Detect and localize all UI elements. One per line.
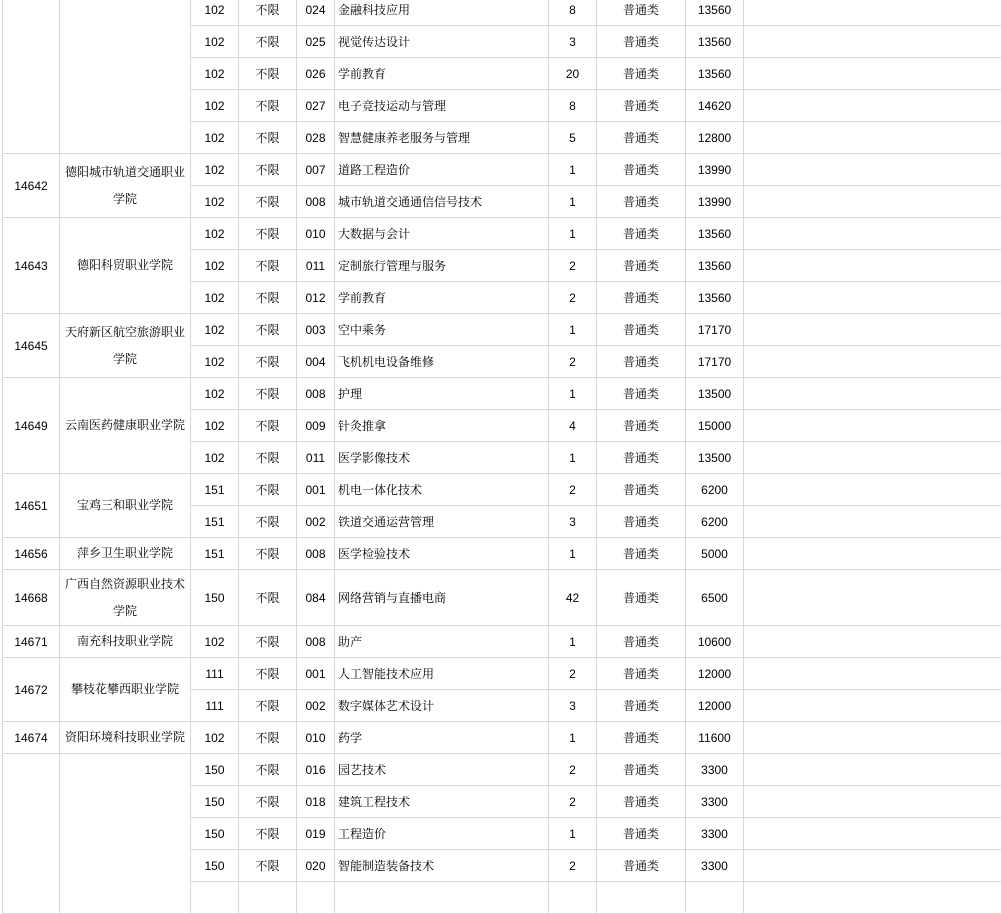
school-name-cell: 攀枝花攀西职业学院 bbox=[60, 658, 191, 722]
tuition-cell: 14620 bbox=[686, 90, 744, 122]
tuition-cell: 12000 bbox=[686, 690, 744, 722]
quota-cell: 1 bbox=[549, 154, 597, 186]
plan-code-cell: 150 bbox=[191, 850, 239, 882]
subject-req-cell: 不限 bbox=[239, 90, 297, 122]
table-row bbox=[3, 570, 1002, 626]
subject-req-cell: 不限 bbox=[239, 154, 297, 186]
major-code-cell: 025 bbox=[297, 26, 335, 58]
major-code-cell: 012 bbox=[297, 282, 335, 314]
plan-code-cell: 102 bbox=[191, 346, 239, 378]
major-name-cell: 金融科技应用 bbox=[335, 0, 549, 26]
school-code-cell: 14642 bbox=[3, 154, 60, 218]
tuition-cell: 13560 bbox=[686, 282, 744, 314]
major-name-cell: 电子竞技运动与管理 bbox=[335, 90, 549, 122]
category-cell: 普通类 bbox=[597, 506, 686, 538]
tuition-cell: 13990 bbox=[686, 186, 744, 218]
major-name-cell: 视觉传达设计 bbox=[335, 26, 549, 58]
remark-cell bbox=[744, 58, 1002, 90]
plan-code-cell: 111 bbox=[191, 690, 239, 722]
category-cell: 普通类 bbox=[597, 122, 686, 154]
tuition-cell: 13560 bbox=[686, 26, 744, 58]
major-code-cell: 009 bbox=[297, 410, 335, 442]
quota-cell: 2 bbox=[549, 474, 597, 506]
remark-cell bbox=[744, 314, 1002, 346]
category-cell: 普通类 bbox=[597, 346, 686, 378]
table-row bbox=[3, 658, 1002, 690]
quota-cell: 2 bbox=[549, 850, 597, 882]
plan-code-cell: 102 bbox=[191, 218, 239, 250]
category-cell: 普通类 bbox=[597, 722, 686, 754]
subject-req-cell: 不限 bbox=[239, 410, 297, 442]
major-code-cell: 002 bbox=[297, 506, 335, 538]
remark-cell bbox=[744, 250, 1002, 282]
plan-code-cell: 102 bbox=[191, 410, 239, 442]
plan-code-cell: 151 bbox=[191, 506, 239, 538]
tuition-cell: 13500 bbox=[686, 442, 744, 474]
category-cell: 普通类 bbox=[597, 410, 686, 442]
major-code-cell: 011 bbox=[297, 250, 335, 282]
quota-cell: 2 bbox=[549, 282, 597, 314]
category-cell: 普通类 bbox=[597, 0, 686, 26]
plan-code-cell: 102 bbox=[191, 186, 239, 218]
major-code-cell: 004 bbox=[297, 346, 335, 378]
tuition-cell: 13560 bbox=[686, 218, 744, 250]
school-name-cell: 宝鸡三和职业学院 bbox=[60, 474, 191, 538]
major-code-cell: 011 bbox=[297, 442, 335, 474]
tuition-cell: 3300 bbox=[686, 754, 744, 786]
major-code-cell: 007 bbox=[297, 154, 335, 186]
subject-req-cell: 不限 bbox=[239, 850, 297, 882]
tuition-cell: 13500 bbox=[686, 378, 744, 410]
plan-code-cell: 102 bbox=[191, 282, 239, 314]
plan-code-cell: 102 bbox=[191, 250, 239, 282]
remark-cell bbox=[744, 378, 1002, 410]
plan-code-cell: 102 bbox=[191, 314, 239, 346]
plan-code-cell: 102 bbox=[191, 58, 239, 90]
plan-code-cell: 150 bbox=[191, 786, 239, 818]
major-code-cell: 001 bbox=[297, 658, 335, 690]
quota-cell: 42 bbox=[549, 570, 597, 626]
subject-req-cell: 不限 bbox=[239, 314, 297, 346]
subject-req-cell: 不限 bbox=[239, 722, 297, 754]
plan-code-cell: 102 bbox=[191, 722, 239, 754]
major-code-cell bbox=[297, 882, 335, 914]
remark-cell bbox=[744, 346, 1002, 378]
remark-cell bbox=[744, 754, 1002, 786]
tuition-cell: 6200 bbox=[686, 474, 744, 506]
category-cell: 普通类 bbox=[597, 786, 686, 818]
major-name-cell: 定制旅行管理与服务 bbox=[335, 250, 549, 282]
tuition-cell: 5000 bbox=[686, 538, 744, 570]
major-code-cell: 026 bbox=[297, 58, 335, 90]
tuition-cell: 11600 bbox=[686, 722, 744, 754]
major-code-cell: 016 bbox=[297, 754, 335, 786]
category-cell: 普通类 bbox=[597, 154, 686, 186]
plan-code-cell: 102 bbox=[191, 90, 239, 122]
category-cell: 普通类 bbox=[597, 314, 686, 346]
tuition-cell: 3300 bbox=[686, 850, 744, 882]
remark-cell bbox=[744, 850, 1002, 882]
tuition-cell: 6500 bbox=[686, 570, 744, 626]
quota-cell: 3 bbox=[549, 506, 597, 538]
remark-cell bbox=[744, 882, 1002, 914]
plan-code-cell: 151 bbox=[191, 538, 239, 570]
major-name-cell: 建筑工程技术 bbox=[335, 786, 549, 818]
major-name-cell: 智能制造装备技术 bbox=[335, 850, 549, 882]
quota-cell: 1 bbox=[549, 722, 597, 754]
table-body bbox=[3, 0, 1002, 914]
quota-cell: 20 bbox=[549, 58, 597, 90]
table-row bbox=[3, 154, 1002, 186]
quota-cell: 1 bbox=[549, 218, 597, 250]
school-code-cell: 14671 bbox=[3, 626, 60, 658]
major-name-cell: 网络营销与直播电商 bbox=[335, 570, 549, 626]
major-code-cell: 024 bbox=[297, 0, 335, 26]
category-cell: 普通类 bbox=[597, 474, 686, 506]
plan-code-cell: 102 bbox=[191, 442, 239, 474]
subject-req-cell: 不限 bbox=[239, 506, 297, 538]
subject-req-cell: 不限 bbox=[239, 0, 297, 26]
tuition-cell bbox=[686, 882, 744, 914]
plan-code-cell: 111 bbox=[191, 658, 239, 690]
school-name-cell: 南充科技职业学院 bbox=[60, 626, 191, 658]
major-code-cell: 019 bbox=[297, 818, 335, 850]
school-code-cell: 14649 bbox=[3, 378, 60, 474]
major-code-cell: 020 bbox=[297, 850, 335, 882]
school-code-cell: 14672 bbox=[3, 658, 60, 722]
quota-cell: 1 bbox=[549, 538, 597, 570]
tuition-cell: 3300 bbox=[686, 786, 744, 818]
remark-cell bbox=[744, 90, 1002, 122]
plan-code-cell: 150 bbox=[191, 570, 239, 626]
school-name-cell: 资阳环境科技职业学院 bbox=[60, 722, 191, 754]
category-cell: 普通类 bbox=[597, 378, 686, 410]
major-name-cell: 空中乘务 bbox=[335, 314, 549, 346]
category-cell: 普通类 bbox=[597, 442, 686, 474]
major-name-cell: 工程造价 bbox=[335, 818, 549, 850]
remark-cell bbox=[744, 786, 1002, 818]
tuition-cell: 13560 bbox=[686, 58, 744, 90]
remark-cell bbox=[744, 722, 1002, 754]
major-name-cell: 护理 bbox=[335, 378, 549, 410]
subject-req-cell: 不限 bbox=[239, 818, 297, 850]
quota-cell: 2 bbox=[549, 658, 597, 690]
major-name-cell: 学前教育 bbox=[335, 282, 549, 314]
quota-cell: 1 bbox=[549, 314, 597, 346]
major-name-cell: 铁道交通运营管理 bbox=[335, 506, 549, 538]
major-code-cell: 010 bbox=[297, 218, 335, 250]
plan-code-cell bbox=[191, 882, 239, 914]
category-cell: 普通类 bbox=[597, 58, 686, 90]
category-cell: 普通类 bbox=[597, 850, 686, 882]
quota-cell: 2 bbox=[549, 786, 597, 818]
subject-req-cell: 不限 bbox=[239, 282, 297, 314]
major-name-cell bbox=[335, 882, 549, 914]
subject-req-cell: 不限 bbox=[239, 122, 297, 154]
quota-cell: 1 bbox=[549, 626, 597, 658]
quota-cell: 2 bbox=[549, 346, 597, 378]
tuition-cell: 3300 bbox=[686, 818, 744, 850]
major-code-cell: 084 bbox=[297, 570, 335, 626]
quota-cell: 8 bbox=[549, 0, 597, 26]
major-name-cell: 医学检验技术 bbox=[335, 538, 549, 570]
category-cell: 普通类 bbox=[597, 658, 686, 690]
remark-cell bbox=[744, 690, 1002, 722]
major-name-cell: 医学影像技术 bbox=[335, 442, 549, 474]
tuition-cell: 13560 bbox=[686, 250, 744, 282]
subject-req-cell: 不限 bbox=[239, 58, 297, 90]
remark-cell bbox=[744, 282, 1002, 314]
major-code-cell: 002 bbox=[297, 690, 335, 722]
major-code-cell: 001 bbox=[297, 474, 335, 506]
school-name-cell bbox=[60, 754, 191, 914]
category-cell: 普通类 bbox=[597, 186, 686, 218]
subject-req-cell: 不限 bbox=[239, 250, 297, 282]
major-code-cell: 028 bbox=[297, 122, 335, 154]
school-name-cell: 萍乡卫生职业学院 bbox=[60, 538, 191, 570]
category-cell: 普通类 bbox=[597, 818, 686, 850]
plan-code-cell: 102 bbox=[191, 154, 239, 186]
subject-req-cell: 不限 bbox=[239, 26, 297, 58]
subject-req-cell: 不限 bbox=[239, 658, 297, 690]
tuition-cell: 13560 bbox=[686, 0, 744, 26]
quota-cell: 5 bbox=[549, 122, 597, 154]
quota-cell: 2 bbox=[549, 754, 597, 786]
table-row bbox=[3, 722, 1002, 754]
plan-code-cell: 102 bbox=[191, 626, 239, 658]
school-code-cell: 14668 bbox=[3, 570, 60, 626]
major-name-cell: 园艺技术 bbox=[335, 754, 549, 786]
major-name-cell: 助产 bbox=[335, 626, 549, 658]
subject-req-cell: 不限 bbox=[239, 538, 297, 570]
quota-cell: 2 bbox=[549, 250, 597, 282]
major-name-cell: 城市轨道交通通信信号技术 bbox=[335, 186, 549, 218]
school-name-cell: 天府新区航空旅游职业学院 bbox=[60, 314, 191, 378]
school-name-cell: 德阳科贸职业学院 bbox=[60, 218, 191, 314]
school-code-cell: 14656 bbox=[3, 538, 60, 570]
tuition-cell: 12800 bbox=[686, 122, 744, 154]
major-code-cell: 003 bbox=[297, 314, 335, 346]
major-name-cell: 大数据与会计 bbox=[335, 218, 549, 250]
school-code-cell: 14645 bbox=[3, 314, 60, 378]
school-name-cell: 云南医药健康职业学院 bbox=[60, 378, 191, 474]
subject-req-cell: 不限 bbox=[239, 690, 297, 722]
major-code-cell: 027 bbox=[297, 90, 335, 122]
quota-cell: 8 bbox=[549, 90, 597, 122]
subject-req-cell: 不限 bbox=[239, 754, 297, 786]
major-name-cell: 机电一体化技术 bbox=[335, 474, 549, 506]
plan-code-cell: 150 bbox=[191, 754, 239, 786]
quota-cell: 1 bbox=[549, 378, 597, 410]
major-code-cell: 018 bbox=[297, 786, 335, 818]
major-name-cell: 药学 bbox=[335, 722, 549, 754]
school-code-cell: 14651 bbox=[3, 474, 60, 538]
major-name-cell: 数字媒体艺术设计 bbox=[335, 690, 549, 722]
remark-cell bbox=[744, 26, 1002, 58]
category-cell: 普通类 bbox=[597, 90, 686, 122]
category-cell: 普通类 bbox=[597, 250, 686, 282]
subject-req-cell: 不限 bbox=[239, 218, 297, 250]
major-name-cell: 人工智能技术应用 bbox=[335, 658, 549, 690]
remark-cell bbox=[744, 410, 1002, 442]
category-cell: 普通类 bbox=[597, 690, 686, 722]
quota-cell: 1 bbox=[549, 186, 597, 218]
school-code-cell bbox=[3, 0, 60, 154]
admission-plan-table bbox=[2, 0, 1002, 914]
subject-req-cell: 不限 bbox=[239, 442, 297, 474]
major-name-cell: 针灸推拿 bbox=[335, 410, 549, 442]
category-cell: 普通类 bbox=[597, 626, 686, 658]
school-code-cell bbox=[3, 754, 60, 914]
table-row bbox=[3, 626, 1002, 658]
subject-req-cell bbox=[239, 882, 297, 914]
subject-req-cell: 不限 bbox=[239, 786, 297, 818]
major-code-cell: 008 bbox=[297, 626, 335, 658]
category-cell: 普通类 bbox=[597, 754, 686, 786]
table-row bbox=[3, 378, 1002, 410]
category-cell: 普通类 bbox=[597, 538, 686, 570]
remark-cell bbox=[744, 122, 1002, 154]
remark-cell bbox=[744, 538, 1002, 570]
plan-code-cell: 102 bbox=[191, 0, 239, 26]
table-row bbox=[3, 314, 1002, 346]
category-cell: 普通类 bbox=[597, 26, 686, 58]
quota-cell: 3 bbox=[549, 690, 597, 722]
remark-cell bbox=[744, 570, 1002, 626]
tuition-cell: 13990 bbox=[686, 154, 744, 186]
major-name-cell: 学前教育 bbox=[335, 58, 549, 90]
major-code-cell: 010 bbox=[297, 722, 335, 754]
subject-req-cell: 不限 bbox=[239, 474, 297, 506]
tuition-cell: 17170 bbox=[686, 346, 744, 378]
plan-code-cell: 102 bbox=[191, 26, 239, 58]
table-row bbox=[3, 754, 1002, 786]
remark-cell bbox=[744, 154, 1002, 186]
major-code-cell: 008 bbox=[297, 378, 335, 410]
remark-cell bbox=[744, 442, 1002, 474]
quota-cell: 4 bbox=[549, 410, 597, 442]
quota-cell: 1 bbox=[549, 442, 597, 474]
quota-cell: 3 bbox=[549, 26, 597, 58]
subject-req-cell: 不限 bbox=[239, 378, 297, 410]
remark-cell bbox=[744, 506, 1002, 538]
category-cell bbox=[597, 882, 686, 914]
table-row bbox=[3, 474, 1002, 506]
category-cell: 普通类 bbox=[597, 218, 686, 250]
school-name-cell bbox=[60, 0, 191, 154]
tuition-cell: 15000 bbox=[686, 410, 744, 442]
school-name-cell: 德阳城市轨道交通职业学院 bbox=[60, 154, 191, 218]
subject-req-cell: 不限 bbox=[239, 346, 297, 378]
school-code-cell: 14643 bbox=[3, 218, 60, 314]
table-row bbox=[3, 0, 1002, 26]
remark-cell bbox=[744, 186, 1002, 218]
category-cell: 普通类 bbox=[597, 570, 686, 626]
tuition-cell: 6200 bbox=[686, 506, 744, 538]
quota-cell bbox=[549, 882, 597, 914]
subject-req-cell: 不限 bbox=[239, 626, 297, 658]
plan-code-cell: 151 bbox=[191, 474, 239, 506]
tuition-cell: 12000 bbox=[686, 658, 744, 690]
subject-req-cell: 不限 bbox=[239, 570, 297, 626]
table-row bbox=[3, 538, 1002, 570]
subject-req-cell: 不限 bbox=[239, 186, 297, 218]
plan-code-cell: 102 bbox=[191, 378, 239, 410]
remark-cell bbox=[744, 626, 1002, 658]
quota-cell: 1 bbox=[549, 818, 597, 850]
major-code-cell: 008 bbox=[297, 538, 335, 570]
major-code-cell: 008 bbox=[297, 186, 335, 218]
category-cell: 普通类 bbox=[597, 282, 686, 314]
remark-cell bbox=[744, 474, 1002, 506]
remark-cell bbox=[744, 818, 1002, 850]
remark-cell bbox=[744, 218, 1002, 250]
major-name-cell: 智慧健康养老服务与管理 bbox=[335, 122, 549, 154]
tuition-cell: 10600 bbox=[686, 626, 744, 658]
remark-cell bbox=[744, 0, 1002, 26]
school-name-cell: 广西自然资源职业技术学院 bbox=[60, 570, 191, 626]
remark-cell bbox=[744, 658, 1002, 690]
tuition-cell: 17170 bbox=[686, 314, 744, 346]
major-name-cell: 道路工程造价 bbox=[335, 154, 549, 186]
major-name-cell: 飞机机电设备维修 bbox=[335, 346, 549, 378]
plan-code-cell: 150 bbox=[191, 818, 239, 850]
school-code-cell: 14674 bbox=[3, 722, 60, 754]
plan-code-cell: 102 bbox=[191, 122, 239, 154]
table-row bbox=[3, 218, 1002, 250]
